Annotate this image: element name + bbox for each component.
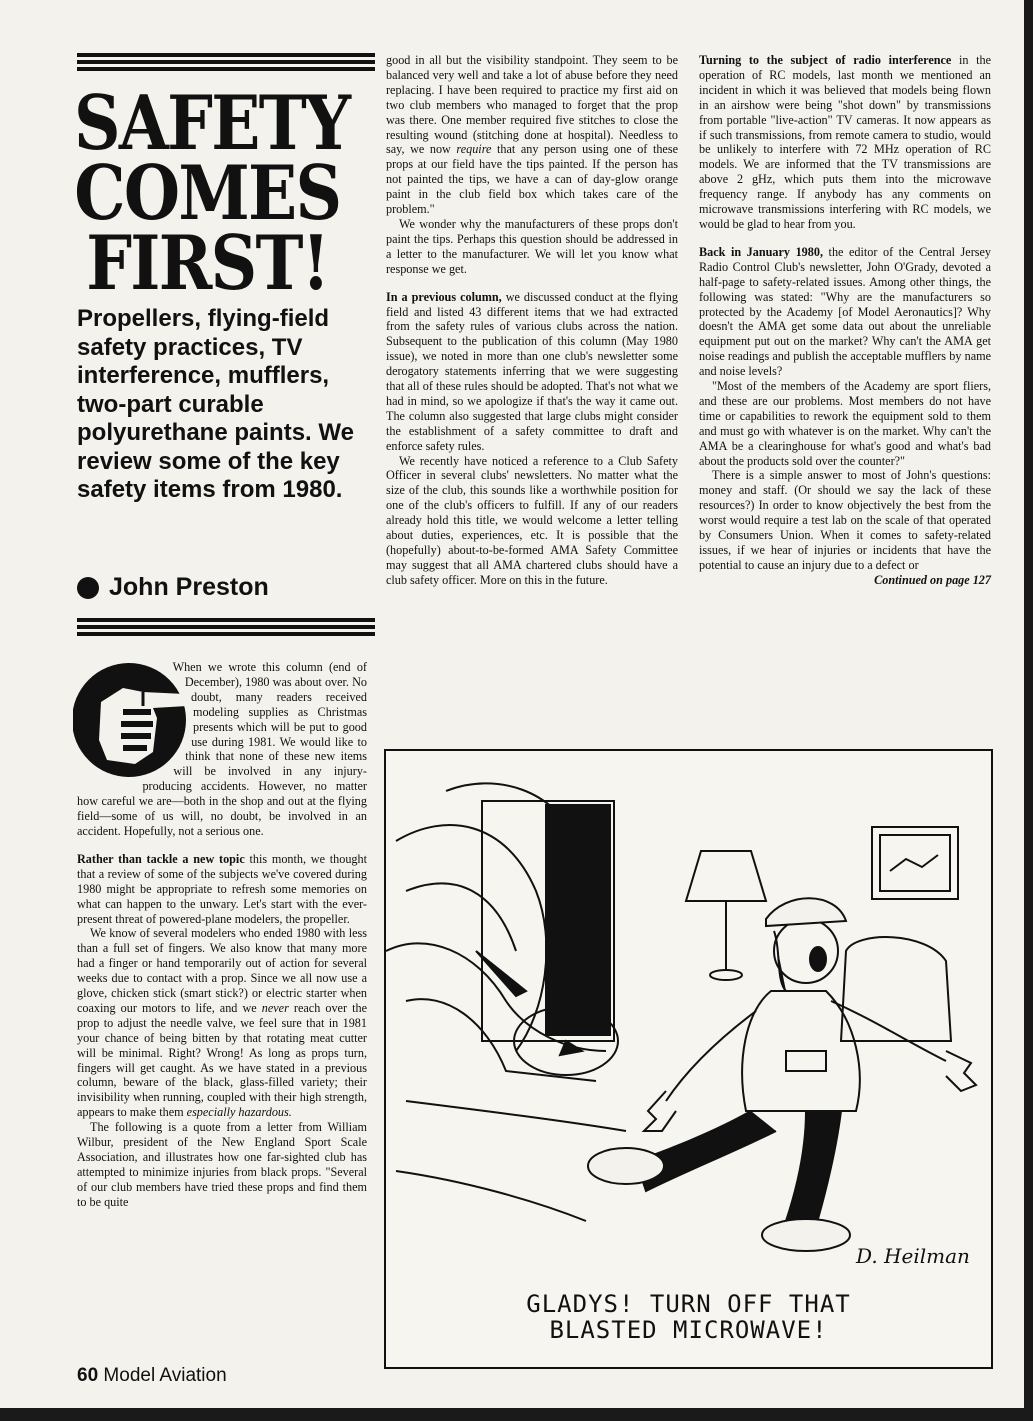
paragraph: There is a simple answer to most of John's questions: money and staff. (Or should we say the lack of these resources?) In order to know objectively the best from the worst would require a test lab on the scale of that operated by Consumers Union. When it comes to safety-related issues, if we hear of injuries or incidents that have the potential to cause an injury due to a defect or — [699, 468, 991, 572]
headline-line: SAFETY — [74, 79, 350, 167]
lead-in: Turning to the subject of radio interference — [699, 53, 952, 67]
page-number: 60 — [77, 1365, 99, 1386]
paragraph — [77, 852, 367, 927]
paragraph: We wonder why the manufacturers of these props don't paint the tips. Perhaps this question should be addressed in a letter to the manufacturer. We will let you know what response we get. — [386, 216, 678, 276]
column-1 — [77, 660, 367, 1210]
mid-rules — [77, 618, 375, 639]
paragraph — [386, 53, 678, 217]
paragraph — [386, 290, 678, 454]
headline — [74, 79, 350, 307]
lead-in: In a previous column, — [386, 289, 502, 304]
cartoon-illustration — [384, 749, 993, 1369]
paragraph-text: reach over the prop to adjust the needle valve, we feel sure that in 1981 your chance of being bitten by that rotating meat cutter will be minimal. Right? Wrong! As long as props turn, fingers will get caught. As we have stated in a previous column, beware of the black, glass-filled variety; their invisibility when running, coupled with their high strength, appears to make them — [77, 1000, 367, 1120]
pointing-hand-icon — [73, 660, 203, 780]
paragraph: When we wrote this column (end of December), 1980 was about over. No doubt, many readers received modeling supplies as Christmas presents which will be put to good use during 1981. We would like to think that none of these new items will be involved in any injury-producing accidents. However, no matter how careful we are—both in the shop and out at the flying field—some of us will, no doubt, be involved in an accident. Hopefully, not a serious one. — [77, 660, 367, 838]
emphasis: especially hazardous. — [186, 1105, 292, 1120]
paragraph — [699, 245, 991, 379]
caption-line: GLADYS! TURN OFF THAT — [526, 1290, 851, 1318]
cartoon-caption — [386, 1291, 991, 1343]
caption-line: BLASTED MICROWAVE! — [549, 1316, 828, 1344]
author-name: John Preston — [109, 573, 269, 601]
paragraph — [77, 926, 367, 1120]
deck-subtitle: Propellers, flying-field safety practices, TV interference, mufflers, two-part curable polyurethane paints. We review some of the key safety items from 1980. — [77, 305, 354, 503]
paragraph-text: good in all but the visibility standpoint. They seem to be balanced very well and take a lot of abuse before they need replacing. I have been required to practice my first aid on two club members who managed to forget that the prop was there. One member required five stitches to close the resulting wound (stitching done at hospital). Needless to say, we now — [386, 53, 678, 157]
paragraph-text: this month, we thought that a review of some of the subjects we've covered during 1980 might be appropriate to refresh some memories on what can happen to the unwary. Let's start with the ever-present threat of powered-plane modelers, the propeller. — [77, 851, 367, 926]
headline-line: FIRST! — [86, 219, 329, 307]
bullet-icon — [77, 577, 99, 599]
continued-note: Continued on page 127 — [874, 572, 991, 587]
lead-in: Back in January 1980, — [699, 244, 823, 259]
page-folio — [77, 1365, 227, 1387]
top-rules — [77, 53, 375, 74]
paragraph-text: the editor of the Central Jersey Radio Control Club's newsletter, John O'Grady, devoted a half-page to safety-related issues. Among other things, the following was stated: "Why are the manufacturers so protected by the Academy [of Model Aeronautics]? Why doesn't the AMA get some data out about the unreliable equipment put out on the market? Why can't the AMA get noise readings and publish the acceptable mufflers by name and noise levels? — [699, 244, 991, 379]
emphasis: never — [261, 1000, 289, 1015]
byline — [77, 573, 377, 602]
paragraph-text: we discussed conduct at the flying field and listed 43 different items that we had extracted from the safety rules of various clubs across the nation. Subsequent to the publication of this column (May 1980 issue), we noted in more than one club's newsletter some derogatory statements inferring that we were suggesting that all of these rules should be adopted. That's not what we had in mind, so we apologize if that's the way it came out. The column also suggested that large clubs might consider the establishment of a safety committee to draft and enforce safety rules. — [386, 289, 678, 453]
headline-line: COMES — [74, 149, 341, 237]
magazine-name: Model Aviation — [103, 1365, 227, 1386]
paragraph-text: in the operation of RC models, last month we mentioned an incident in which it was believed that models being flown in an airshow were being "shot down" by transmissions from portable "live-action" TV cameras. It now appears as if such transmissions, from remote camera to studio, would be unlikely to interfere with 72 MHz operation of RC models. We are informed that the TV transmissions are above 2 gHz, which puts them into the microwave frequency range. If anybody has any comments on microwave transmissions interfering with RC models, we would be glad to hear from you. — [699, 53, 991, 231]
paragraph: The following is a quote from a letter from William Wilbur, president of the New England Sport Scale Association, and illustrates how one far-sighted club has attempted to minimize injuries from black props. "Several of our club members have tried these props and find them to be quite — [77, 1120, 367, 1209]
paragraph-text: that any person using one of these props at our field have the tips painted. If the person has not painted the tips, we have a can of day-glow orange paint in the club field box which takes care of the problem." — [386, 142, 678, 217]
paragraph: We recently have noticed a reference to a Club Safety Officer in several clubs' newsletters. No matter what the size of the club, this sounds like a worthwhile position for one of the club's officers to fulfill. If any of our readers already hold this title, we would welcome a letter telling about duties, experiences, etc. It is possible that the (hopefully) about-to-be-formed AMA Safety Committee may suggest that all AMA chartered clubs should have a club safety officer. More on this in the future. — [386, 453, 678, 587]
emphasis: require — [456, 142, 492, 157]
column-3 — [699, 53, 991, 588]
cartoon-signature: D. Heilman — [856, 1244, 970, 1268]
column-2 — [386, 53, 678, 588]
paragraph-text: We know of several modelers who ended 1980 with less than a full set of fingers. We also know that many more had a finger or hand temporarily out of action for several weeks due to contact with a prop. Since we all now use a glove, chicken stick (smart stick?) or electric starter when coaxing our motors to life, and we — [77, 926, 367, 1015]
lead-in: Rather than tackle a new topic — [77, 851, 245, 866]
paragraph: "Most of the members of the Academy are sport fliers, and these are our problems. Most members do not have time or capabilities to rework the equipment sold to them and must go with whatever is on the market. Why can't the AMA be a clearinghouse for what's good and what's bad about the products sold over the counter?" — [699, 379, 991, 468]
cartoon-drawing — [386, 751, 991, 1291]
paragraph — [699, 53, 991, 232]
